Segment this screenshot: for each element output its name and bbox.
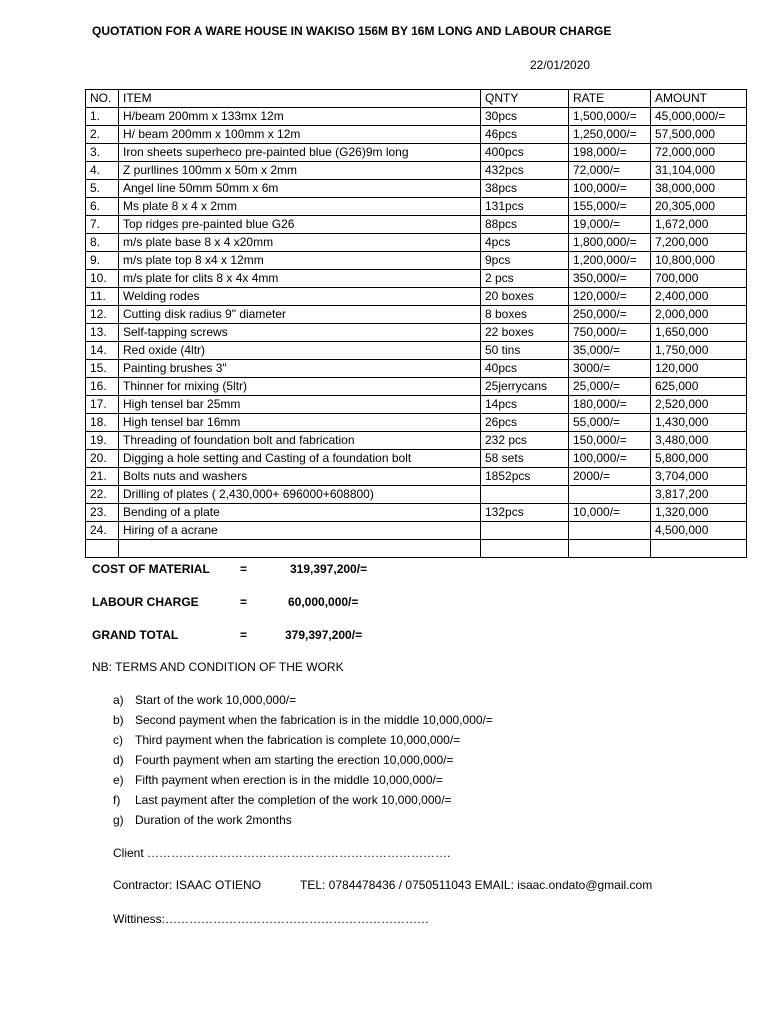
row-rate: 1,800,000/= <box>569 234 651 252</box>
row-qnty: 20 boxes <box>481 288 569 306</box>
row-no: 5. <box>86 180 119 198</box>
row-item <box>119 540 481 558</box>
term-text: Duration of the work 2months <box>135 813 292 827</box>
row-item: High tensel bar 16mm <box>119 414 481 432</box>
document-title: QUOTATION FOR A WARE HOUSE IN WAKISO 156M BY 16M LONG AND LABOUR CHARGE <box>92 24 612 38</box>
table-row <box>86 234 747 252</box>
row-rate: 25,000/= <box>569 378 651 396</box>
term-item <box>113 810 493 830</box>
term-item <box>113 690 493 710</box>
row-item: m/s plate for clits 8 x 4x 4mm <box>119 270 481 288</box>
row-no: 3. <box>86 144 119 162</box>
row-rate: 100,000/= <box>569 180 651 198</box>
row-rate <box>569 486 651 504</box>
contractor-name: Contractor: ISAAC OTIENO <box>113 878 262 892</box>
term-text: Last payment after the completion of the work 10,000,000/= <box>135 793 452 807</box>
row-qnty: 30pcs <box>481 108 569 126</box>
row-amount: 7,200,000 <box>651 234 747 252</box>
document-date: 22/01/2020 <box>530 58 591 72</box>
term-letter: g) <box>113 813 124 827</box>
term-letter: f) <box>113 793 121 807</box>
row-no: 7. <box>86 216 119 234</box>
row-item: Bolts nuts and washers <box>119 468 481 486</box>
table-header-row <box>86 90 747 108</box>
table-row <box>86 486 747 504</box>
row-rate: 180,000/= <box>569 396 651 414</box>
row-item: Ms plate 8 x 4 x 2mm <box>119 198 481 216</box>
row-qnty <box>481 540 569 558</box>
row-amount: 625,000 <box>651 378 747 396</box>
row-no <box>86 540 119 558</box>
row-item: Welding rodes <box>119 288 481 306</box>
row-qnty <box>481 522 569 540</box>
row-no: 17. <box>86 396 119 414</box>
row-item: m/s plate top 8 x4 x 12mm <box>119 252 481 270</box>
row-no: 18. <box>86 414 119 432</box>
row-rate: 120,000/= <box>569 288 651 306</box>
row-item: Thinner for mixing (5ltr) <box>119 378 481 396</box>
summary-value: 60,000,000/= <box>288 595 359 609</box>
row-rate: 250,000/= <box>569 306 651 324</box>
terms-heading: NB: TERMS AND CONDITION OF THE WORK <box>92 660 344 674</box>
row-rate <box>569 522 651 540</box>
table-row <box>86 378 747 396</box>
row-qnty: 25jerrycans <box>481 378 569 396</box>
row-amount: 31,104,000 <box>651 162 747 180</box>
row-no: 21. <box>86 468 119 486</box>
row-rate: 350,000/= <box>569 270 651 288</box>
term-item <box>113 730 493 750</box>
row-no: 24. <box>86 522 119 540</box>
row-item: Painting brushes 3" <box>119 360 481 378</box>
row-item: Drilling of plates ( 2,430,000+ 696000+608800) <box>119 486 481 504</box>
row-amount: 1,430,000 <box>651 414 747 432</box>
row-amount: 1,320,000 <box>651 504 747 522</box>
row-amount: 3,704,000 <box>651 468 747 486</box>
row-qnty: 232 pcs <box>481 432 569 450</box>
witness-signature-line: Wittiness:………………………………………………………… <box>113 912 430 926</box>
table-row <box>86 198 747 216</box>
header-amount: AMOUNT <box>651 90 747 108</box>
row-rate: 10,000/= <box>569 504 651 522</box>
row-qnty: 432pcs <box>481 162 569 180</box>
row-item: Self-tapping screws <box>119 324 481 342</box>
table-row <box>86 414 747 432</box>
row-no: 16. <box>86 378 119 396</box>
table-row <box>86 504 747 522</box>
row-qnty: 26pcs <box>481 414 569 432</box>
summary-label: LABOUR CHARGE <box>92 595 199 609</box>
term-item <box>113 770 493 790</box>
header-qnty: QNTY <box>481 90 569 108</box>
row-rate: 1,200,000/= <box>569 252 651 270</box>
row-rate: 100,000/= <box>569 450 651 468</box>
summary-equals: = <box>240 595 248 609</box>
table-row <box>86 324 747 342</box>
row-rate: 1,250,000/= <box>569 126 651 144</box>
header-item: ITEM <box>119 90 481 108</box>
row-qnty: 38pcs <box>481 180 569 198</box>
row-rate: 1,500,000/= <box>569 108 651 126</box>
row-qnty: 8 boxes <box>481 306 569 324</box>
row-item: Hiring of a acrane <box>119 522 481 540</box>
row-item: Red oxide (4ltr) <box>119 342 481 360</box>
row-item: High tensel bar 25mm <box>119 396 481 414</box>
row-no: 6. <box>86 198 119 216</box>
table-row <box>86 108 747 126</box>
row-rate: 3000/= <box>569 360 651 378</box>
table-row <box>86 522 747 540</box>
term-text: Third payment when the fabrication is complete 10,000,000/= <box>135 733 461 747</box>
row-amount: 2,400,000 <box>651 288 747 306</box>
row-qnty: 88pcs <box>481 216 569 234</box>
contractor-contact: TEL: 0784478436 / 0750511043 EMAIL: isaac.ondato@gmail.com <box>300 878 653 892</box>
term-text: Fifth payment when erection is in the middle 10,000,000/= <box>135 773 443 787</box>
row-qnty: 14pcs <box>481 396 569 414</box>
terms-list <box>113 690 493 830</box>
row-qnty: 132pcs <box>481 504 569 522</box>
row-qnty: 50 tins <box>481 342 569 360</box>
row-item: Bending of a plate <box>119 504 481 522</box>
row-qnty: 4pcs <box>481 234 569 252</box>
row-no: 13. <box>86 324 119 342</box>
row-qnty <box>481 486 569 504</box>
row-rate: 55,000/= <box>569 414 651 432</box>
row-item: H/ beam 200mm x 100mm x 12m <box>119 126 481 144</box>
table-row <box>86 360 747 378</box>
row-no: 22. <box>86 486 119 504</box>
table-row <box>86 540 747 558</box>
row-amount: 1,672,000 <box>651 216 747 234</box>
row-amount: 2,520,000 <box>651 396 747 414</box>
term-text: Start of the work 10,000,000/= <box>135 693 297 707</box>
term-letter: c) <box>113 733 123 747</box>
term-text: Second payment when the fabrication is in the middle 10,000,000/= <box>135 713 493 727</box>
row-amount: 2,000,000 <box>651 306 747 324</box>
row-amount: 20,305,000 <box>651 198 747 216</box>
term-letter: d) <box>113 753 124 767</box>
row-no: 2. <box>86 126 119 144</box>
row-rate: 2000/= <box>569 468 651 486</box>
table-row <box>86 288 747 306</box>
row-amount: 3,817,200 <box>651 486 747 504</box>
row-amount: 3,480,000 <box>651 432 747 450</box>
term-text: Fourth payment when am starting the erection 10,000,000/= <box>135 753 454 767</box>
summary-label: GRAND TOTAL <box>92 628 179 642</box>
row-qnty: 1852pcs <box>481 468 569 486</box>
row-rate: 35,000/= <box>569 342 651 360</box>
table-row <box>86 162 747 180</box>
row-amount: 1,650,000 <box>651 324 747 342</box>
row-amount <box>651 540 747 558</box>
table-row <box>86 270 747 288</box>
row-no: 9. <box>86 252 119 270</box>
row-item: H/beam 200mm x 133mx 12m <box>119 108 481 126</box>
header-no: NO. <box>86 90 119 108</box>
row-amount: 120,000 <box>651 360 747 378</box>
table-row <box>86 468 747 486</box>
row-no: 8. <box>86 234 119 252</box>
row-no: 15. <box>86 360 119 378</box>
summary-value: 379,397,200/= <box>285 628 363 642</box>
row-no: 11. <box>86 288 119 306</box>
term-letter: b) <box>113 713 124 727</box>
summary-value: 319,397,200/= <box>290 562 368 576</box>
row-qnty: 131pcs <box>481 198 569 216</box>
table-row <box>86 252 747 270</box>
row-qnty: 46pcs <box>481 126 569 144</box>
client-signature-line: Client …………………………………………………………………. <box>113 846 451 860</box>
term-letter: e) <box>113 773 124 787</box>
row-amount: 38,000,000 <box>651 180 747 198</box>
row-qnty: 400pcs <box>481 144 569 162</box>
table-row <box>86 180 747 198</box>
row-qnty: 40pcs <box>481 360 569 378</box>
summary-equals: = <box>240 628 248 642</box>
row-amount: 5,800,000 <box>651 450 747 468</box>
row-no: 10. <box>86 270 119 288</box>
row-rate: 72,000/= <box>569 162 651 180</box>
row-qnty: 9pcs <box>481 252 569 270</box>
header-rate: RATE <box>569 90 651 108</box>
row-rate: 198,000/= <box>569 144 651 162</box>
table-row <box>86 450 747 468</box>
summary-label: COST OF MATERIAL <box>92 562 210 576</box>
table-row <box>86 216 747 234</box>
row-rate <box>569 540 651 558</box>
row-qnty: 2 pcs <box>481 270 569 288</box>
table-row <box>86 396 747 414</box>
row-rate: 750,000/= <box>569 324 651 342</box>
row-no: 23. <box>86 504 119 522</box>
term-letter: a) <box>113 693 124 707</box>
row-item: Z purllines 100mm x 50m x 2mm <box>119 162 481 180</box>
row-amount: 45,000,000/= <box>651 108 747 126</box>
row-no: 20. <box>86 450 119 468</box>
row-item: Iron sheets superheco pre-painted blue (G26)9m long <box>119 144 481 162</box>
row-item: Digging a hole setting and Casting of a foundation bolt <box>119 450 481 468</box>
quotation-table <box>85 89 747 558</box>
term-item <box>113 790 493 810</box>
row-rate: 19,000/= <box>569 216 651 234</box>
row-no: 12. <box>86 306 119 324</box>
row-amount: 700,000 <box>651 270 747 288</box>
row-qnty: 22 boxes <box>481 324 569 342</box>
term-item <box>113 750 493 770</box>
row-amount: 4,500,000 <box>651 522 747 540</box>
row-item: m/s plate base 8 x 4 x20mm <box>119 234 481 252</box>
row-no: 14. <box>86 342 119 360</box>
row-item: Angel line 50mm 50mm x 6m <box>119 180 481 198</box>
row-amount: 57,500,000 <box>651 126 747 144</box>
row-amount: 10,800,000 <box>651 252 747 270</box>
table-row <box>86 144 747 162</box>
row-item: Top ridges pre-painted blue G26 <box>119 216 481 234</box>
row-amount: 72,000,000 <box>651 144 747 162</box>
row-item: Threading of foundation bolt and fabrication <box>119 432 481 450</box>
table-row <box>86 126 747 144</box>
table-row <box>86 342 747 360</box>
row-item: Cutting disk radius 9" diameter <box>119 306 481 324</box>
row-no: 19. <box>86 432 119 450</box>
table-row <box>86 432 747 450</box>
summary-equals: = <box>240 562 248 576</box>
row-rate: 155,000/= <box>569 198 651 216</box>
row-no: 1. <box>86 108 119 126</box>
table-row <box>86 306 747 324</box>
row-no: 4. <box>86 162 119 180</box>
term-item <box>113 710 493 730</box>
row-amount: 1,750,000 <box>651 342 747 360</box>
row-rate: 150,000/= <box>569 432 651 450</box>
row-qnty: 58 sets <box>481 450 569 468</box>
